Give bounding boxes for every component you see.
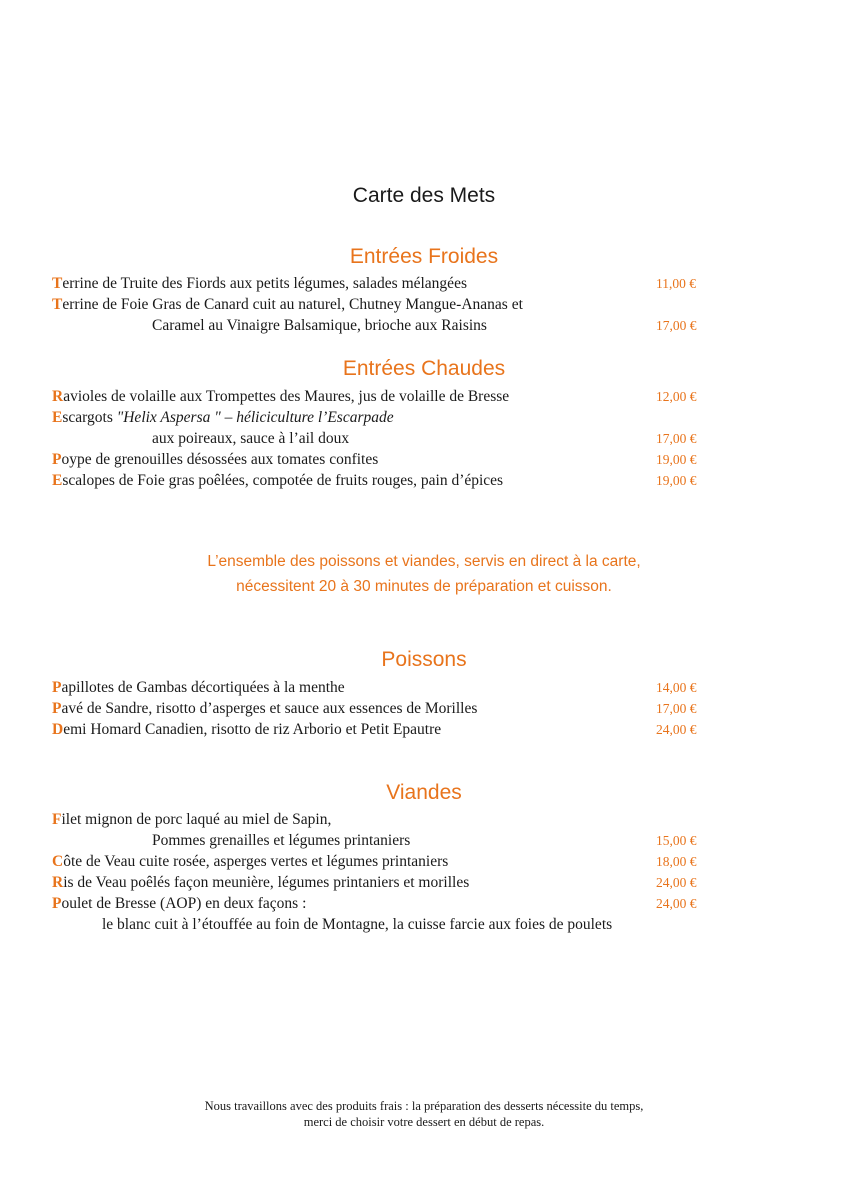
item-initial: T <box>52 275 63 292</box>
menu-item <box>52 699 477 719</box>
item-text: is de Veau poêlés façon meunière, légumes printaniers et morilles <box>63 874 470 891</box>
item-price: 12,00 € <box>656 389 697 404</box>
item-text: oulet de Bresse (AOP) en deux façons : <box>61 895 307 912</box>
item-price: 17,00 € <box>656 431 697 446</box>
item-price: 24,00 € <box>656 896 697 911</box>
item-text: scalopes de Foie gras poêlées, compotée de fruits rouges, pain d’épices <box>62 472 504 489</box>
section-heading-viandes: Viandes <box>386 781 462 804</box>
footer-line-1: Nous travaillons avec des produits frais : la préparation des desserts nécessite du temps, <box>204 1099 644 1113</box>
item-initial: R <box>52 874 64 891</box>
item-initial: F <box>52 811 62 828</box>
item-text: avioles de volaille aux Trompettes des Maures, jus de volaille de Bresse <box>63 388 510 405</box>
page-title: Carte des Mets <box>352 184 496 207</box>
section-heading-entrees-froides: Entrées Froides <box>349 245 499 268</box>
item-initial: C <box>52 853 64 870</box>
notice-line-2: nécessitent 20 à 30 minutes de préparation et cuisson. <box>236 578 612 595</box>
item-text: errine de Truite des Fiords aux petits légumes, salades mélangées <box>62 275 467 292</box>
item-text: oype de grenouilles désossées aux tomates confites <box>61 451 379 468</box>
item-initial: D <box>52 721 64 738</box>
menu-item <box>52 471 503 491</box>
menu-item <box>52 678 345 698</box>
item-text-italic: "Helix Aspersa " – héliciculture l’Escarpade <box>116 409 394 426</box>
preparation-notice <box>0 549 848 599</box>
item-text-continued: le blanc cuit à l’étouffée au foin de Montagne, la cuisse farcie aux foies de poulets <box>102 916 613 933</box>
item-price: 17,00 € <box>656 701 697 716</box>
menu-item <box>52 387 509 407</box>
footer-note <box>0 1098 848 1130</box>
item-text-continued: aux poireaux, sauce à l’ail doux <box>152 430 350 447</box>
menu-item <box>52 873 469 893</box>
item-initial: P <box>52 679 62 696</box>
item-price: 18,00 € <box>656 854 697 869</box>
item-price: 24,00 € <box>656 722 697 737</box>
item-text: avé de Sandre, risotto d’asperges et sauce aux essences de Morilles <box>61 700 478 717</box>
item-text: ôte de Veau cuite rosée, asperges vertes et légumes printaniers <box>63 853 449 870</box>
menu-item <box>52 274 467 294</box>
item-initial: E <box>52 409 63 426</box>
menu-item <box>52 720 441 740</box>
footer-line-2: merci de choisir votre dessert en début de repas. <box>303 1115 545 1129</box>
item-price: 19,00 € <box>656 473 697 488</box>
menu-item <box>52 810 331 830</box>
item-initial: T <box>52 296 63 313</box>
item-text: emi Homard Canadien, risotto de riz Arborio et Petit Epautre <box>63 721 442 738</box>
notice-line-1: L’ensemble des poissons et viandes, servis en direct à la carte, <box>207 553 641 570</box>
item-initial: P <box>52 700 62 717</box>
item-price: 14,00 € <box>656 680 697 695</box>
item-text: scargots <box>62 409 117 426</box>
section-heading-entrees-chaudes: Entrées Chaudes <box>342 357 506 380</box>
item-text-continued: Pommes grenailles et légumes printaniers <box>152 832 411 849</box>
item-initial: P <box>52 451 62 468</box>
item-initial: R <box>52 388 64 405</box>
item-price: 11,00 € <box>656 276 696 291</box>
item-price: 15,00 € <box>656 833 697 848</box>
menu-item <box>52 894 306 914</box>
item-price: 24,00 € <box>656 875 697 890</box>
item-text: errine de Foie Gras de Canard cuit au naturel, Chutney Mangue-Ananas et <box>62 296 523 313</box>
item-initial: P <box>52 895 62 912</box>
section-heading-poissons: Poissons <box>381 648 467 671</box>
item-text: ilet mignon de porc laqué au miel de Sapin, <box>61 811 332 828</box>
menu-item <box>52 450 378 470</box>
item-price: 19,00 € <box>656 452 697 467</box>
item-initial: E <box>52 472 63 489</box>
menu-item <box>52 408 394 428</box>
menu-item <box>52 852 448 872</box>
item-text-continued: Caramel au Vinaigre Balsamique, brioche aux Raisins <box>152 317 487 334</box>
item-text: apillotes de Gambas décortiquées à la menthe <box>61 679 345 696</box>
item-price: 17,00 € <box>656 318 697 333</box>
menu-item <box>52 295 523 315</box>
